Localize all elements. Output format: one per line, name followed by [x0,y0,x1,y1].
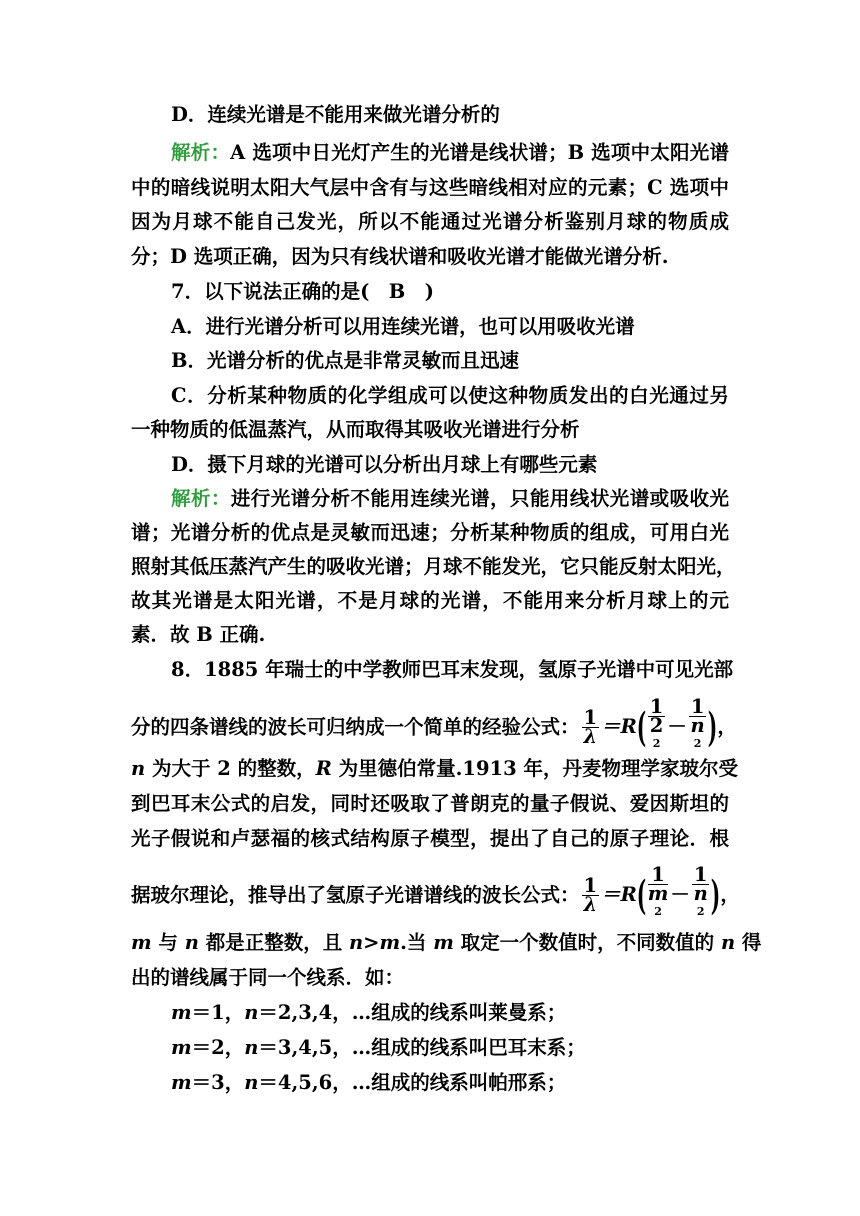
q7-option-a: A．进行光谱分析可以用连续光谱，也可以用吸收光谱 [171,315,635,338]
analysis-label: 解析： [171,487,231,510]
q6-analysis-line-4: 分；D 选项正确，因为只有线状谱和吸收光谱才能做光谱分析. [131,245,669,268]
q7-option-c-line-1: C．分析某种物质的化学组成可以使这种物质发出的白光通过另 [171,384,729,407]
q6-option-d: D．连续光谱是不能用来做光谱分析的 [171,103,500,126]
bohr-formula: $\frac{1}{\lambda}$ ＝R( 1 m $^2$ － 1 n $^2$ )， [583,863,740,919]
q7-analysis-line-5: 素．故 B 正确. [131,623,266,646]
q7-option-b: B．光谱分析的优点是非常灵敏而且迅速 [171,349,519,372]
q8-line-8: 出的谱线属于同一个线系．如： [131,966,405,989]
q6-analysis-line-3: 因为月球不能自己发光，所以不能通过光谱分析鉴别月球的物质成 [131,210,729,233]
balmer-formula: $\frac{1}{\lambda}$ ＝R( 1 2 $^2$ － 1 n $^2$ )， [583,695,737,751]
q7-option-c-line-2: 一种物质的低温蒸汽，从而取得其吸收光谱进行分析 [131,418,580,441]
q8-line-1: 8．1885 年瑞士的中学教师巴耳末发现，氢原子光谱中可见光部 [171,658,734,681]
q8-line-3: n 为大于 2 的整数，R 为里德伯常量.1913 年，丹麦物理学家玻尔受 [131,757,738,780]
series-item: m＝2，n＝3,4,5，…组成的线系叫巴耳末系； [171,1036,586,1059]
q8-line-6: 据玻尔理论，推导出了氢原子光谱谱线的波长公式： $\frac{1}{\lambda}$ ＝R( 1 m $^2$ － 1 n $^2$ )， [131,863,740,919]
q8-line-2: 分的四条谱线的波长可归纳成一个简单的经验公式： $\frac{1}{\lambda}$ ＝R( 1 2 $^2$ － 1 n $^2$ )， [131,695,737,751]
q7-analysis-line-3: 照射其低压蒸汽产生的吸收光谱；月球不能发光，它只能反射太阳光， [131,555,736,578]
series-item: m＝1，n＝2,3,4，…组成的线系叫莱曼系； [171,1001,567,1024]
q7-option-d: D．摄下月球的光谱可以分析出月球上有哪些元素 [171,453,598,476]
q8-line-7: m 与 n 都是正整数，且 n>m.当 m 取定一个数值时，不同数值的 n 得 [131,931,762,954]
series-item: m＝3，n＝4,5,6，…组成的线系叫帕邢系； [171,1071,567,1094]
q7-analysis-line-1: 解析：进行光谱分析不能用连续光谱，只能用线状光谱或吸收光 [171,487,729,510]
q7-stem: 7．以下说法正确的是( B ) [171,280,435,303]
q8-line-5: 光子假说和卢瑟福的核式结构原子模型，提出了自己的原子理论．根 [131,827,729,850]
q6-analysis-line-2: 中的暗线说明太阳大气层中含有与这些暗线相对应的元素；C 选项中 [131,176,729,199]
q7-analysis-line-2: 谱；光谱分析的优点是灵敏而迅速；分析某种物质的组成，可用白光 [131,521,729,544]
q7-analysis-line-4: 故其光谱是太阳光谱，不是月球的光谱，不能用来分析月球上的元 [131,589,729,612]
analysis-label: 解析： [171,141,231,164]
q6-analysis-line-1: 解析：A 选项中日光灯产生的光谱是线状谱；B 选项中太阳光谱 [171,141,729,164]
q8-line-4: 到巴耳末公式的启发，同时还吸取了普朗克的量子假说、爱因斯坦的 [131,792,729,815]
